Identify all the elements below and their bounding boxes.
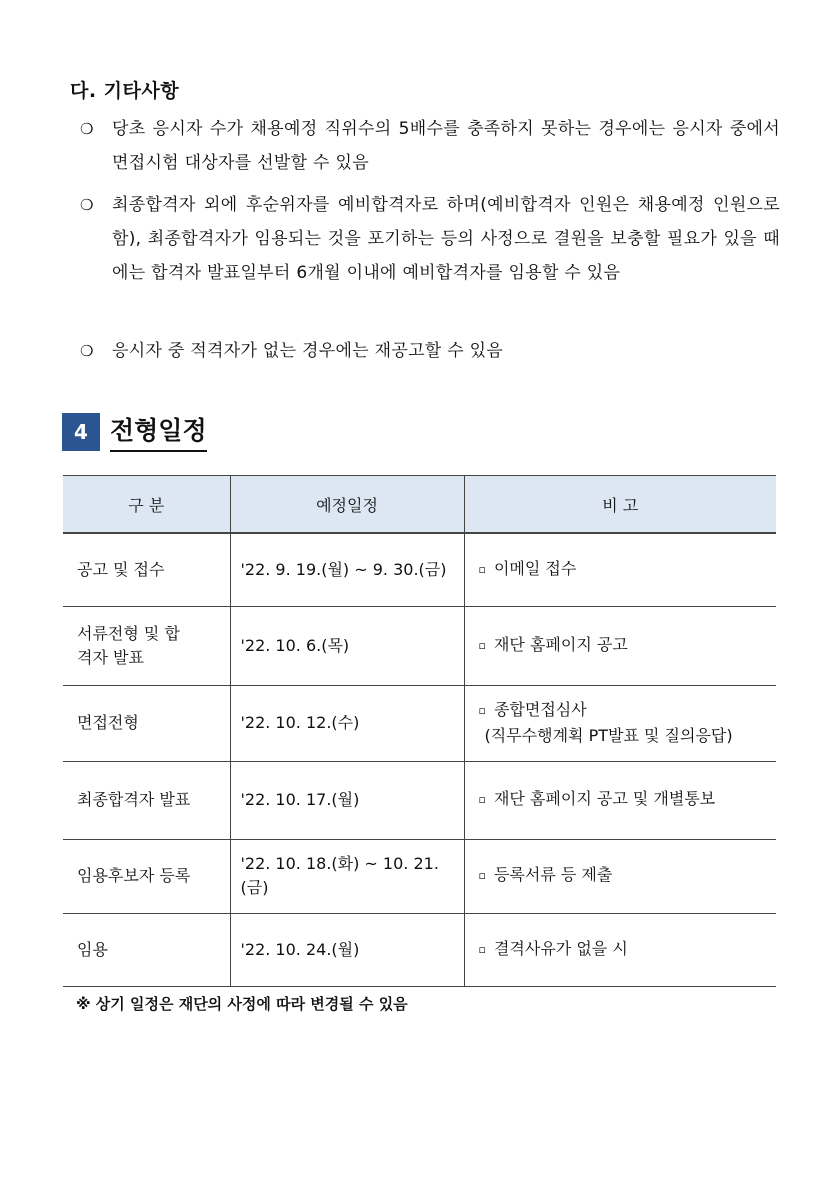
table-row <box>63 913 776 986</box>
header-note: 비 고 <box>464 476 776 534</box>
square-bullet-icon: ▫ <box>478 562 486 576</box>
bullet-text: 당초 응시자 수가 채용예정 직위수의 5배수를 충족하지 못하는 경우에는 응시자 중에서 면접시험 대상자를 선발할 수 있음 <box>112 119 780 173</box>
circle-bullet-icon: ❍ <box>80 120 94 138</box>
cell-date: '22. 10. 17.(월) <box>230 761 464 839</box>
square-bullet-icon: ▫ <box>478 869 486 882</box>
table-row <box>63 533 776 606</box>
cell-note-text: 등록서류 등 제출 <box>493 865 613 884</box>
bullet-item <box>80 334 780 368</box>
cell-note-text: 이메일 접수 <box>493 558 577 578</box>
cell-note <box>464 913 776 986</box>
bullet-text: 응시자 중 적격자가 없는 경우에는 재공고할 수 있음 <box>112 341 504 361</box>
cell-category: 공고 및 접수 <box>63 533 230 606</box>
cell-note-text: 재단 홈페이지 공고 및 개별통보 <box>493 789 716 808</box>
cell-note <box>464 761 776 839</box>
table-row <box>63 685 776 761</box>
table-row <box>63 839 776 913</box>
cell-category: 면접전형 <box>63 685 230 761</box>
cell-note-text: 재단 홈페이지 공고 <box>493 634 628 654</box>
square-bullet-icon: ▫ <box>478 704 486 717</box>
schedule-table <box>63 475 776 987</box>
cell-note <box>464 606 776 685</box>
circle-bullet-icon: ❍ <box>80 196 94 214</box>
cell-date: '22. 9. 19.(월) ~ 9. 30.(금) <box>230 533 464 606</box>
table-row <box>63 606 776 685</box>
cell-date: '22. 10. 18.(화) ~ 10. 21.(금) <box>230 839 464 913</box>
footnote: ※ 상기 일정은 재단의 사정에 따라 변경될 수 있음 <box>76 995 408 1013</box>
header-date: 예정일정 <box>230 476 464 534</box>
cell-date: '22. 10. 6.(목) <box>230 606 464 685</box>
square-bullet-icon: ▫ <box>478 942 486 956</box>
cell-note <box>464 533 776 606</box>
section-number-badge: 4 <box>62 413 100 451</box>
table-header-row <box>63 476 776 534</box>
cell-category: 서류전형 및 합격자 발표 <box>63 606 230 685</box>
bullet-text: 최종합격자 외에 후순위자를 예비합격자로 하며(예비합격자 인원은 채용예정 인원으로 함), 최종합격자가 임용되는 것을 포기하는 등의 사정으로 결원을 보충할 필요가 있을 때에는 합격자 발표일부터 6개월 이내에 예비합격자를 임용할 수 있음 <box>112 195 780 283</box>
table-row <box>63 761 776 839</box>
square-bullet-icon: ▫ <box>478 638 486 652</box>
section-heading-title: 전형일정 <box>110 413 207 452</box>
square-bullet-icon: ▫ <box>478 793 486 806</box>
cell-note-text: 종합면접심사 <box>493 700 587 719</box>
cell-category: 임용 <box>63 913 230 986</box>
section-title: 다. 기타사항 <box>70 80 180 102</box>
cell-note-subtext: (직무수행계획 PT발표 및 질의응답) <box>484 726 733 745</box>
cell-category: 임용후보자 등록 <box>63 839 230 913</box>
cell-note-text: 결격사유가 없을 시 <box>493 938 628 958</box>
bullet-item <box>80 188 780 290</box>
header-category: 구 분 <box>63 476 230 534</box>
cell-date: '22. 10. 24.(월) <box>230 913 464 986</box>
cell-note <box>464 839 776 913</box>
cell-note <box>464 685 776 761</box>
cell-date: '22. 10. 12.(수) <box>230 685 464 761</box>
circle-bullet-icon: ❍ <box>80 342 94 360</box>
bullet-item <box>80 112 780 180</box>
cell-category: 최종합격자 발표 <box>63 761 230 839</box>
